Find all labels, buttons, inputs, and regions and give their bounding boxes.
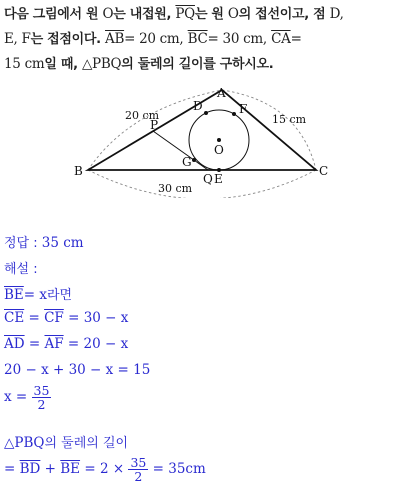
label-p: P bbox=[150, 118, 159, 132]
problem-text: 의 접선이고, 점 bbox=[238, 7, 330, 22]
length-ca: 15 cm bbox=[272, 113, 307, 126]
point-d bbox=[204, 111, 208, 115]
geometry-figure bbox=[0, 78, 400, 198]
segment-be: $\overline{BE}$ bbox=[4, 287, 24, 303]
point-o bbox=[217, 138, 221, 142]
denominator: 2 bbox=[134, 469, 143, 484]
segment-be: $\overline{BE}$ bbox=[60, 461, 81, 477]
fraction bbox=[128, 456, 148, 483]
expr: 20 − x + 30 − x = 15 bbox=[4, 362, 151, 378]
point-d-label: D, bbox=[329, 6, 344, 22]
solution-line-3 bbox=[4, 336, 128, 352]
fraction bbox=[32, 384, 52, 411]
segment-ce: $\overline{CE}$ bbox=[4, 310, 25, 326]
label-c: C bbox=[319, 164, 329, 178]
circle-o-label: O bbox=[227, 6, 239, 22]
length-ab: 20 cm bbox=[125, 109, 160, 122]
expr: = x bbox=[23, 287, 47, 303]
label-d: D bbox=[193, 99, 203, 113]
expr: = 20 − x bbox=[63, 336, 129, 352]
length-bc: 30 cm bbox=[158, 182, 193, 195]
denominator: 2 bbox=[37, 397, 46, 412]
label-g: G bbox=[182, 155, 192, 169]
solution-line-5 bbox=[4, 384, 51, 411]
problem-text: 일 때, bbox=[44, 57, 82, 72]
problem-text: 는 내접원, bbox=[113, 7, 176, 22]
answer-value: 35 cm bbox=[41, 235, 84, 251]
bc-length: = 30 cm, bbox=[207, 31, 267, 47]
circle-o-label: O bbox=[102, 6, 114, 22]
problem-text: 다음 그림에서 원 bbox=[4, 7, 103, 22]
segment-ad: $\overline{AD}$ bbox=[4, 336, 25, 352]
segment-ca: $\overline{CA}$ bbox=[271, 31, 291, 47]
text: 의 둘레의 길이 bbox=[44, 436, 129, 451]
numerator: 35 bbox=[33, 383, 50, 398]
numerator: 35 bbox=[130, 455, 147, 470]
problem-statement bbox=[4, 2, 396, 77]
solution-label: 해설 : bbox=[4, 262, 38, 277]
point-f bbox=[232, 112, 236, 116]
label-o: O bbox=[214, 143, 224, 157]
expr: = 2 × bbox=[80, 461, 129, 477]
label-f: F bbox=[239, 102, 248, 116]
ab-length: = 20 cm, bbox=[124, 31, 184, 47]
line-pq bbox=[153, 131, 208, 170]
label-q: Q bbox=[203, 172, 213, 186]
triangle-pbq: △PBQ bbox=[4, 435, 45, 451]
segment-af: $\overline{AF}$ bbox=[44, 336, 64, 352]
problem-text: 는 원 bbox=[194, 7, 228, 22]
triangle-pbq: △PBQ bbox=[81, 56, 122, 72]
solution-line-2 bbox=[4, 310, 128, 326]
label-b: B bbox=[74, 164, 83, 178]
segment-ab: $\overline{AB}$ bbox=[105, 31, 125, 47]
expr: = bbox=[24, 336, 45, 352]
solution-line-1 bbox=[4, 284, 72, 303]
segment-cf: $\overline{CF}$ bbox=[44, 310, 64, 326]
expr: = 30 − x bbox=[63, 310, 129, 326]
point-g bbox=[192, 158, 196, 162]
expr: = bbox=[4, 461, 20, 477]
solution-line-6 bbox=[4, 432, 128, 451]
answer-label: 정답 : bbox=[4, 236, 42, 251]
answer-line bbox=[4, 232, 84, 251]
expr: = bbox=[24, 310, 45, 326]
ca-eq: = bbox=[290, 31, 302, 47]
segment-bc: $\overline{BC}$ bbox=[187, 31, 208, 47]
solution-line-7 bbox=[4, 456, 206, 483]
label-e: E bbox=[214, 172, 223, 186]
point-ef-label: E, F bbox=[4, 31, 31, 47]
solution-line-4 bbox=[4, 362, 150, 378]
segment-bd: $\overline{BD}$ bbox=[19, 461, 41, 477]
label-a: A bbox=[217, 86, 226, 100]
text: 라면 bbox=[47, 288, 73, 303]
arc-bc bbox=[88, 170, 316, 198]
expr: = 35cm bbox=[148, 461, 206, 477]
segment-pq: $\overline{PQ}$ bbox=[175, 6, 195, 22]
expr: x = bbox=[4, 389, 32, 405]
expr: + bbox=[40, 461, 61, 477]
problem-text: 의 둘레의 길이를 구하시오. bbox=[121, 57, 274, 72]
ca-length: 15 cm bbox=[4, 56, 45, 72]
problem-text: 는 접점이다. bbox=[30, 32, 105, 47]
